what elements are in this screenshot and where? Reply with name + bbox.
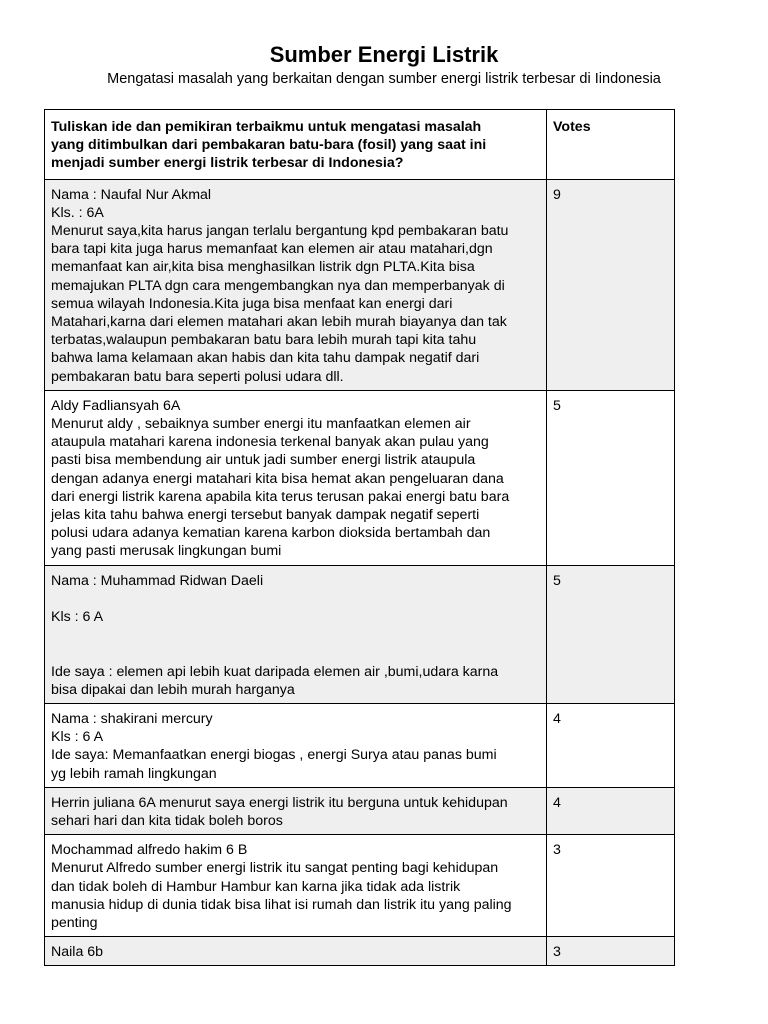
entry-line: pembakaran batu bara seperti polusi udara dll.: [51, 368, 344, 385]
entry-line: memanfaat kan air,kita bisa menghasilkan listrik dgn PLTA.Kita bisa: [51, 259, 475, 276]
votes-cell: [547, 390, 675, 565]
table-row: [45, 565, 675, 703]
votes-count: 9: [553, 186, 561, 203]
entry-line: bisa dipakai dan lebih murah harganya: [51, 681, 295, 698]
entry-line: yang pasti merusak lingkungan bumi: [51, 543, 282, 560]
votes-cell: [547, 835, 675, 937]
entry-line: dari energi listrik karena apabila kita terus terusan pakai energi batu bara: [51, 488, 510, 505]
votes-count: 4: [553, 711, 561, 728]
votes-cell: [547, 565, 675, 703]
entry-line: Nama : shakirani mercury: [51, 711, 213, 728]
table-header-row: [45, 110, 675, 180]
table-row: [45, 179, 675, 390]
table-body: [45, 179, 675, 966]
entry-cell: [45, 565, 547, 703]
votes-header: Votes: [547, 110, 675, 180]
entry-line: Ide saya: Memanfaatkan energi biogas , energi Surya atau panas bumi: [51, 747, 497, 764]
entry-line: dengan adanya energi matahari kita bisa hemat akan pengeluaran dana: [51, 470, 504, 487]
document-title: Sumber Energi Listrik: [269, 42, 499, 67]
entry-line: polusi udara adanya kematian karena karbon dioksida bertambah dan: [51, 525, 491, 542]
entry-line: Menurut saya,kita harus jangan terlalu bergantung kpd pembakaran batu: [51, 223, 509, 240]
question-line: Tuliskan ide dan pemikiran terbaikmu untuk mengatasi masalah: [51, 119, 482, 135]
question-line: menjadi sumber energi listrik terbesar di Indonesia?: [51, 155, 404, 172]
table-row: [45, 390, 675, 565]
entry-line: Aldy Fadliansyah 6A: [51, 397, 181, 414]
table-row: [45, 704, 675, 788]
entry-line: yg lebih ramah lingkungan: [51, 765, 217, 782]
entry-line: bara tapi kita juga harus memanfaat kan elemen air atau matahari,dgn: [51, 241, 493, 258]
entry-line: penting: [51, 915, 98, 932]
entry-cell: [45, 390, 547, 565]
entry-line: Herrin juliana 6A menurut saya energi listrik itu berguna untuk kehidupan: [51, 794, 508, 811]
blank-line: [51, 590, 541, 608]
entry-line: semua wilayah Indonesia.Kita juga bisa menfaat kan energi dari: [51, 295, 453, 312]
table-row: [45, 835, 675, 937]
votes-count: 5: [553, 572, 561, 589]
entry-line: Naila 6b: [51, 944, 104, 961]
table-row: [45, 937, 675, 966]
entry-line: Nama : Naufal Nur Akmal: [51, 186, 212, 203]
entry-line: Matahari,karna dari elemen matahari akan lebih murah biayanya dan tak: [51, 314, 507, 331]
votes-count: 3: [553, 842, 561, 859]
entry-line: ataupula matahari karena indonesia terkenal banyak akan pulau yang: [51, 434, 489, 451]
entry-line: terbatas,walaupun pembakaran batu bara lebih murah tapi kita tahu: [51, 332, 477, 349]
blank-line: [51, 644, 541, 662]
entry-line: Kls : 6 A: [51, 609, 104, 626]
entry-line: Nama : Muhammad Ridwan Daeli: [51, 572, 264, 589]
entry-line: bahwa lama kelamaan akan habis dan kita tahu dampak negatif dari: [51, 350, 480, 367]
entry-line: manusia hidup di dunia tidak bisa lihat isi rumah dan listrik itu yang paling: [51, 896, 512, 913]
votes-count: 5: [553, 397, 561, 414]
votes-cell: [547, 787, 675, 834]
entry-cell: [45, 937, 547, 966]
entry-line: pasti bisa membendung air untuk jadi sumber energi listrik ataupula: [51, 452, 476, 469]
entry-line: Menurut aldy , sebaiknya sumber energi itu manfaatkan elemen air: [51, 416, 471, 433]
entry-cell: [45, 179, 547, 390]
entry-line: Ide saya : elemen api lebih kuat daripada elemen air ,bumi,udara karna: [51, 663, 499, 680]
document-subtitle: Mengatasi masalah yang berkaitan dengan sumber energi listrik terbesar di Iindonesia: [107, 71, 661, 87]
ideas-votes-table: [44, 109, 675, 966]
votes-cell: [547, 937, 675, 966]
blank-line: [51, 626, 541, 644]
entry-line: Menurut Alfredo sumber energi listrik itu sangat penting bagi kehidupan: [51, 860, 499, 877]
entry-line: dan tidak boleh di Hambur Hambur kan karna jika tidak ada listrik: [51, 878, 461, 895]
entry-line: jelas kita tahu bahwa energi tersebut banyak dampak negatif seperti: [51, 507, 480, 524]
question-header: [45, 110, 547, 180]
entry-line: sehari hari dan kita tidak boleh boros: [51, 813, 283, 830]
entry-cell: [45, 787, 547, 834]
table-row: [45, 787, 675, 834]
votes-count: 3: [553, 944, 561, 961]
entry-line: Kls : 6 A: [51, 729, 104, 746]
votes-cell: [547, 179, 675, 390]
entry-line: memajukan PLTA dgn cara mengembangkan nya dan memperbanyak di: [51, 277, 505, 294]
votes-cell: [547, 704, 675, 788]
votes-count: 4: [553, 794, 561, 811]
entry-line: Kls. : 6A: [51, 204, 104, 221]
entry-cell: [45, 835, 547, 937]
entry-cell: [45, 704, 547, 788]
entry-line: Mochammad alfredo hakim 6 B: [51, 842, 248, 859]
question-line: yang ditimbulkan dari pembakaran batu-bara (fosil) yang saat ini: [51, 137, 487, 154]
